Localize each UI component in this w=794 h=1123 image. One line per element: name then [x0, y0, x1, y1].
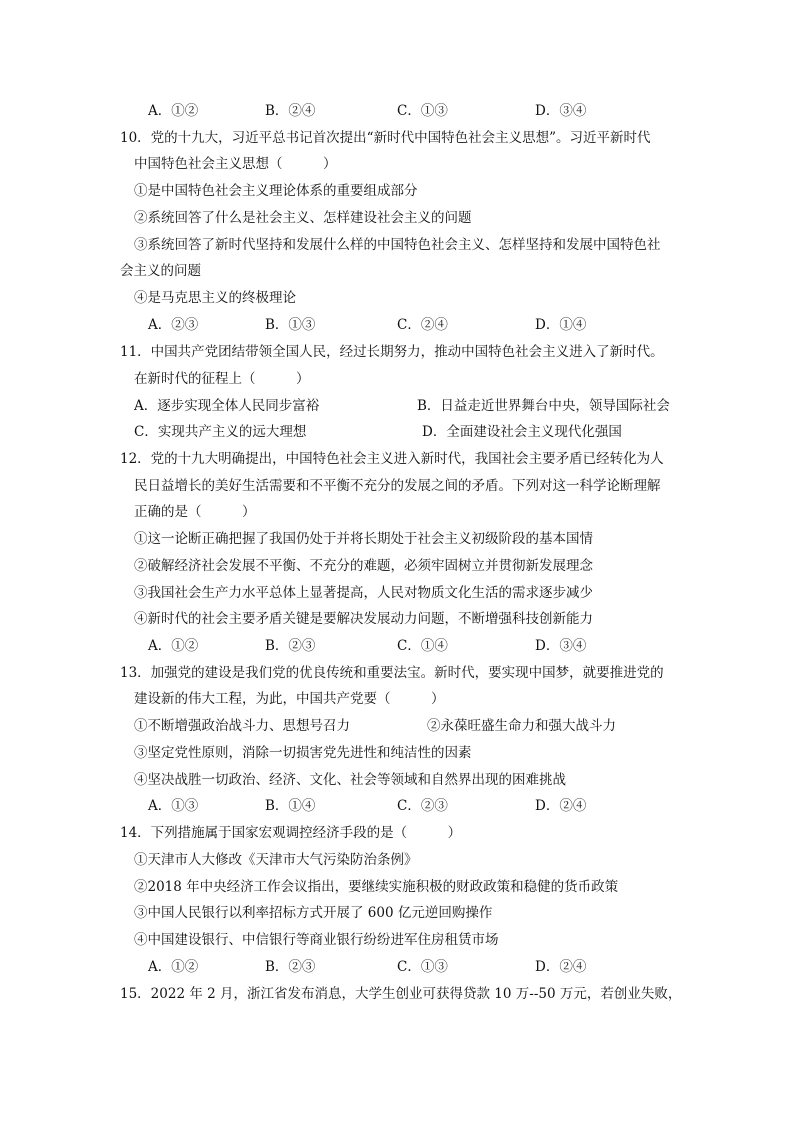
q12-option-a[interactable]: A．①② — [148, 638, 199, 654]
q10-item-3-line2: 会主义的问题 — [120, 263, 201, 279]
q11-option-c[interactable]: C．实现共产主义的远大理想 — [134, 424, 307, 440]
q11-option-b[interactable]: B．日益走近世界舞台中央，领导国际社会 — [417, 398, 670, 414]
q11-stem-line1: 11．中国共产党团结带领全国人民，经过长期努力，推动中国特色社会主义进入了新时代。 — [120, 344, 664, 360]
q12-item-3: ③我国社会生产力水平总体上显著提高，人民对物质文化生活的需求逐步减少 — [134, 585, 593, 601]
q10-option-c[interactable]: C．②④ — [397, 317, 448, 333]
q14-options — [148, 957, 708, 977]
q10-item-3-line1: ③系统回答了新时代坚持和发展什么样的中国特色社会主义、怎样坚持和发展中国特色社 — [134, 237, 661, 253]
q13-option-a[interactable]: A．①③ — [148, 798, 199, 814]
q13-stem-line1: 13．加强党的建设是我们党的优良传统和重要法宝。新时代，要实现中国梦，就要推进党的 — [120, 665, 664, 681]
q10-option-a[interactable]: A．②③ — [148, 317, 199, 333]
q15-stem-line1: 15．2022 年 2 月，浙江省发布消息，大学生创业可获得贷款 10 万--50 万元，若创业失败， — [120, 986, 682, 1002]
q9-option-c[interactable]: C．①③ — [397, 103, 448, 119]
q12-item-4: ④新时代的社会主要矛盾关键是要解决发展动力问题，不断增强科技创新能力 — [134, 611, 593, 627]
q10-option-b[interactable]: B．①③ — [265, 317, 316, 333]
q13-option-b[interactable]: B．①④ — [265, 798, 316, 814]
q14-option-c[interactable]: C．①③ — [397, 959, 448, 975]
q9-option-a[interactable]: A．①② — [148, 103, 199, 119]
q11-options-row1 — [134, 396, 694, 416]
q12-item-2: ②破解经济社会发展不平衡、不充分的难题，必须牢固树立并贯彻新发展理念 — [134, 558, 593, 574]
q11-options-row2 — [134, 422, 694, 442]
q9-options — [148, 101, 708, 121]
q14-item-4: ④中国建设银行、中信银行等商业银行纷纷进军住房租赁市场 — [134, 932, 499, 948]
q13-items-row1 — [134, 716, 694, 736]
q12-option-d[interactable]: D．③④ — [535, 638, 587, 654]
q12-stem-line2: 民日益增长的美好生活需要和不平衡不充分的发展之间的矛盾。下列对这一科学论断理解 — [134, 478, 661, 494]
q10-item-2: ②系统回答了什么是社会主义、怎样建设社会主义的问题 — [134, 210, 472, 226]
q13-item-2: ②永葆旺盛生命力和强大战斗力 — [427, 718, 616, 734]
q12-stem-line1: 12．党的十九大明确提出，中国特色社会主义进入新时代，我国社会主要矛盾已经转化为人 — [120, 451, 664, 467]
q12-item-1: ①这一论断正确把握了我国仍处于并将长期处于社会主义初级阶段的基本国情 — [134, 531, 593, 547]
q13-item-4: ④坚决战胜一切政治、经济、文化、社会等领域和自然界出现的困难挑战 — [134, 772, 566, 788]
q9-option-d[interactable]: D．③④ — [535, 103, 587, 119]
q10-options — [148, 315, 708, 335]
q13-stem-line2: 建设新的伟大工程，为此，中国共产党要（ ） — [134, 691, 445, 707]
q13-item-1: ①不断增强政治战斗力、思想号召力 — [134, 718, 350, 734]
q14-item-3: ③中国人民银行以利率招标方式开展了 600 亿元逆回购操作 — [134, 905, 493, 921]
q13-option-c[interactable]: C．②③ — [397, 798, 448, 814]
q14-option-a[interactable]: A．①② — [148, 959, 199, 975]
q14-option-b[interactable]: B．②③ — [265, 959, 316, 975]
q10-stem-line2: 中国特色社会主义思想（ ） — [134, 156, 337, 172]
q12-option-c[interactable]: C．①④ — [397, 638, 448, 654]
q10-stem-line1: 10．党的十九大，习近平总书记首次提出“新时代中国特色社会主义思想”。习近平新时代 — [120, 130, 651, 146]
q9-option-b[interactable]: B．②④ — [265, 103, 316, 119]
q13-option-d[interactable]: D．②④ — [535, 798, 587, 814]
q14-stem: 14．下列措施属于国家宏观调控经济手段的是（ ） — [120, 825, 462, 841]
q12-options — [148, 636, 708, 656]
q10-item-4: ④是马克思主义的终极理论 — [134, 290, 296, 306]
q11-option-d[interactable]: D．全面建设社会主义现代化强国 — [422, 424, 622, 440]
q11-stem-line2: 在新时代的征程上（ ） — [134, 371, 310, 387]
q12-option-b[interactable]: B．②③ — [265, 638, 316, 654]
q10-item-1: ①是中国特色社会主义理论体系的重要组成部分 — [134, 183, 418, 199]
q14-item-2: ②2018 年中央经济工作会议指出，要继续实施积极的财政政策和稳健的货币政策 — [134, 879, 619, 895]
q13-options — [148, 796, 708, 816]
q12-stem-line3: 正确的是（ ） — [134, 504, 256, 520]
q11-option-a[interactable]: A．逐步实现全体人民同步富裕 — [134, 398, 320, 414]
q13-item-3: ③坚定党性原则，消除一切损害党先进性和纯洁性的因素 — [134, 745, 472, 761]
q14-option-d[interactable]: D．②④ — [535, 959, 587, 975]
q14-item-1: ①天津市人大修改《天津市大气污染防治条例》 — [134, 852, 418, 868]
q10-option-d[interactable]: D．①④ — [535, 317, 587, 333]
